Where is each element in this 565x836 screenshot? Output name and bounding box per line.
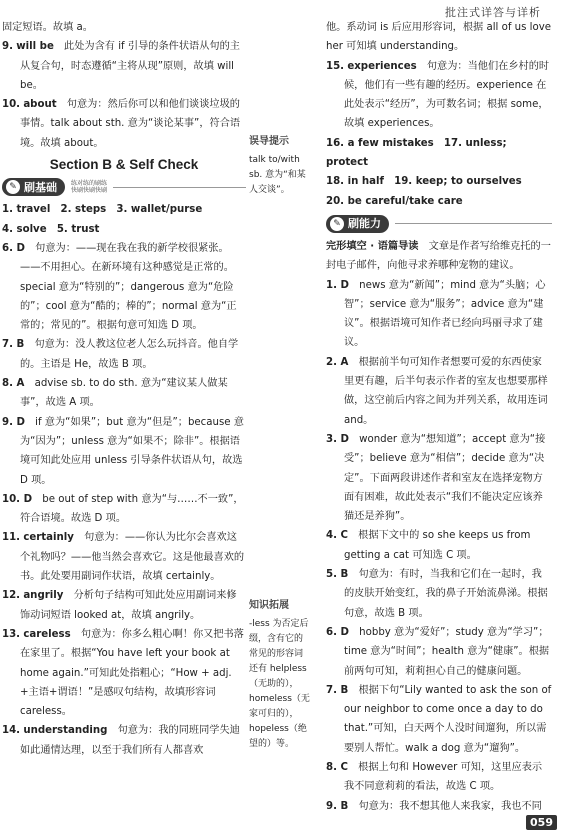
cloze-item-3: 3. D wonder 意为“想知道”；accept 意为“接受”；believe 意为“相信”；decide 意为“决定”。下面两段讲述作者和室友在选择宠物方面有困难，故此处表示“我们不能决定应该养猫还是养狗”。 (326, 433, 546, 523)
continuation-text: 他。系动词 is 后应用形容词，根据 all of us love her 可知填 understanding。 (326, 22, 552, 53)
ability-banner (326, 213, 552, 235)
cloze-item-2: 2. A 根据前半句可知作者想要可爱的东西使家里更有趣，后半句表示作者的室友也想要那样做，这空前后内容之间为并列关系，故用连词 and。 (326, 356, 548, 426)
cloze-item-4: 4. C 根据下文中的 so she keeps us from getting a cat 可知选 C 项。 (326, 530, 531, 561)
cloze-item-9: 9. B 句意为：我不想其他人来我家，我也不同 (326, 800, 542, 812)
answer-row-16-17: 16. a few mistakes 17. unless; protect (326, 137, 507, 169)
left-column (2, 18, 246, 760)
cloze-item-7: 7. B 根据下句“Lily wanted to ask the son of our neighbor to come once a day to do that.”可知，白天两个人没时间遛狗，所以需要别人帮忙。walk a dog 意为“遛狗”。 (326, 684, 552, 754)
answer-item-13: 13. careless 句意为：你多么粗心啊！你又把书落在家里了。根据“You have left your book at home again.”可知此处指粗心；“How + adj. +主语+谓语！”是感叹句结构，故填形容词 careless。 (2, 628, 244, 718)
ability-badge: ✎ 刷能力 (326, 215, 389, 233)
cloze-item-6: 6. D hobby 意为“爱好”；study 意为“学习”；time 意为“时间”；health 意为“健康”。根据前两句可知，莉莉担心自己的健康问题。 (326, 626, 550, 677)
passage-intro: 完形填空 · 语篇导读 文章是作者写给维克托的一封电子邮件，向他寻求养哪种宠物的建议。 (326, 240, 551, 272)
answer-item-6: 6. D 句意为：——现在我在我的新学校很紧张。——不用担心。在新环境有这种感觉是正常的。special 意为“特别的”；dangerous 意为“危险的”；cool 意为“酷的；棒的”；normal 意为“正常的；常见的”。根据句意可知选 D 项。 (2, 242, 237, 332)
side-note-tip (249, 134, 311, 198)
answer-row-18-19: 18. in half 19. keep; to ourselves (326, 176, 522, 188)
divider (113, 187, 246, 188)
answer-item-9b: 9. D if 意为“如果”；but 意为“但是”；because 意为“因为”；unless 意为“如果不；除非”。根据语境可知此处应用 unless 引导条件状语从句，故选 D 项。 (2, 416, 244, 486)
continuation-text: 固定短语。故填 a。 (2, 22, 93, 33)
side-note-title: 知识拓展 (249, 600, 289, 611)
answer-item-7: 7. B 句意为：没人教这位老人怎么玩抖音。他自学的。主语是 He，故选 B 项。 (2, 339, 239, 370)
right-column (326, 18, 552, 816)
banner-subtitle: 练对练的刷练 快刷快刷快刷 (71, 180, 108, 195)
pen-icon: ✎ (330, 217, 344, 231)
basic-banner (2, 176, 246, 198)
answer-item-14: 14. understanding 句意为：我的同班同学失迪如此通情达理，以至于我们所有人都喜欢 (2, 725, 240, 756)
answer-item-8: 8. A advise sb. to do sth. 意为“建议某人做某事”，故选 A 项。 (2, 378, 228, 409)
answer-item-10: 10. about 句意为：然后你可以和他们谈谈垃圾的事情。talk about sth. 意为“谈论某事”，符合语境。故填 about。 (2, 99, 241, 149)
divider (395, 223, 552, 224)
side-note-knowledge (249, 598, 311, 752)
answer-item-9: 9. will be 此处为含有 if 引导的条件状语从句的主从复合句，时态遵循“主将从现”原则，故填 will be。 (2, 41, 240, 91)
side-note-text: -less 为否定后缀，含有它的常见的形容词还有 helpless（无助的），homeless（无家可归的），hopeless（绝望的）等。 (249, 619, 310, 749)
cloze-item-1: 1. D news 意为“新闻”；mind 意为“头脑；心智”；service 意为“服务”；advice 意为“建议”。根据语境可知作者已经向玛丽寻求了建议。 (326, 279, 546, 349)
side-note-text: talk to/with sb. 意为“和某人交谈”。 (249, 155, 306, 195)
basic-badge: ✎ 刷基础 (2, 178, 65, 196)
cloze-item-8: 8. C 根据上句和 However 可知，这里应表示我不同意莉莉的看法，故选 C 项。 (326, 761, 543, 793)
answer-item-12: 12. angrily 分析句子结构可知此处应用副词来修饰动词短语 looked at，故填 angrily。 (2, 590, 237, 621)
page-header: 批注式详答与详析 (445, 6, 541, 19)
answer-item-15: 15. experiences 句意为：当他们在乡村的时候，他们有一些有趣的经历。experience 在此处表示“经历”，为可数名词；根据 some，故填 experiences。 (326, 60, 550, 130)
answer-row-20: 20. be careful/take care (326, 195, 463, 207)
answer-row-4-5: 4. solve 5. trust (2, 223, 100, 235)
answer-item-11: 11. certainly 句意为：——你认为比尔会喜欢这个礼物吗？——他当然会喜欢它。这是他最喜欢的书。此处要用副词作状语，故填 certainly。 (2, 532, 245, 583)
answer-row-1-3: 1. travel 2. steps 3. wallet/purse (2, 204, 203, 216)
cloze-item-5: 5. B 句意为：有时，当我和它们在一起时，我的皮肤开始变红，我的鼻子开始流鼻涕。根据句意，故选 B 项。 (326, 569, 548, 619)
answer-item-10b: 10. D be out of step with 意为“与……不一致”，符合语境。故选 D 项。 (2, 493, 244, 525)
page-number: 059 (526, 815, 557, 830)
section-title: Section B & Self Check (49, 157, 199, 173)
side-note-title: 误导提示 (249, 136, 289, 147)
pen-icon: ✎ (6, 180, 20, 194)
